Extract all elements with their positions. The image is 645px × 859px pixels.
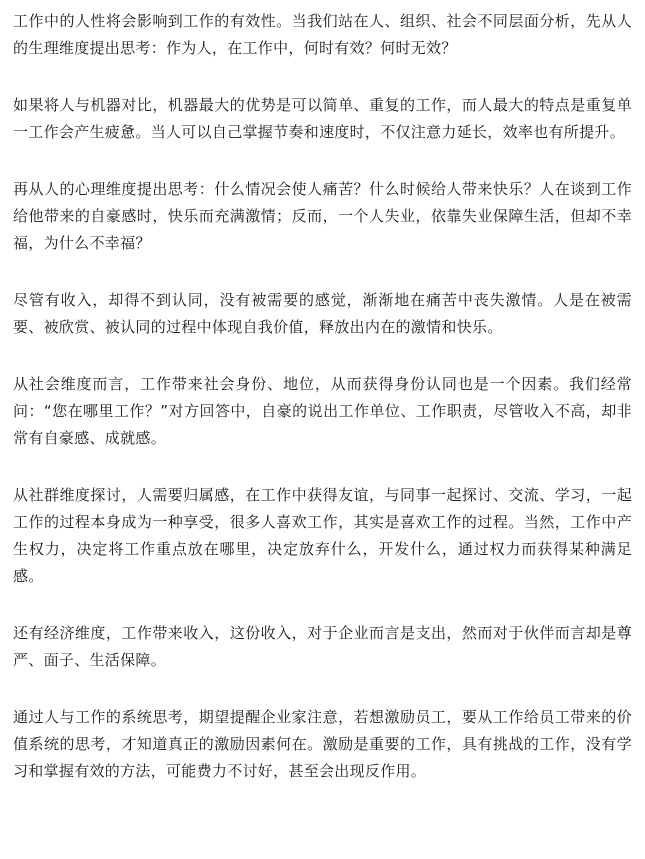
paragraph-6: 从社群维度探讨，人需要归属感，在工作中获得友谊，与同事一起探讨、交流、学习，一起工作的过程本身成为一种享受，很多人喜欢工作，其实是喜欢工作的过程。当然，工作中产生权力，决定将工作重点放在哪里，决定放弃什么，开发什么，通过权力而获得某种满足感。	[13, 486, 632, 585]
paragraph-1: 工作中的人性将会影响到工作的有效性。当我们站在人、组织、社会不同层面分析，先从人的生理维度提出思考：作为人，在工作中，何时有效？何时无效？	[13, 12, 632, 57]
paragraph-7: 还有经济维度，工作带来收入，这份收入，对于企业而言是支出，然而对于伙伴而言却是尊严、面子、生活保障。	[13, 624, 632, 669]
paragraph-4: 尽管有收入，却得不到认同，没有被需要的感觉，渐渐地在痛苦中丧失激情。人是在被需要、被欣赏、被认同的过程中体现自我价值，释放出内在的激情和快乐。	[13, 291, 632, 336]
paragraph-5: 从社会维度而言，工作带来社会身份、地位，从而获得身份认同也是一个因素。我们经常问：“您在哪里工作？”对方回答中，自豪的说出工作单位、工作职责，尽管收入不高，却非常有自豪感、成就感。	[13, 375, 632, 447]
paragraph-3: 再从人的心理维度提出思考：什么情况会使人痛苦？什么时候给人带来快乐？人在谈到工作给他带来的自豪感时，快乐而充满激情；反而，一个人失业，依靠失业保障生活，但却不幸福，为什么不幸福？	[13, 180, 632, 252]
paragraph-8: 通过人与工作的系统思考，期望提醒企业家注意，若想激励员工，要从工作给员工带来的价值系统的思考，才知道真正的激励因素何在。激励是重要的工作，具有挑战的工作，没有学习和掌握有效的方法，可能费力不讨好，甚至会出现反作用。	[13, 708, 632, 780]
paragraph-2: 如果将人与机器对比，机器最大的优势是可以简单、重复的工作，而人最大的特点是重复单一工作会产生疲惫。当人可以自己掌握节奏和速度时，不仅注意力延长，效率也有所提升。	[13, 96, 632, 141]
